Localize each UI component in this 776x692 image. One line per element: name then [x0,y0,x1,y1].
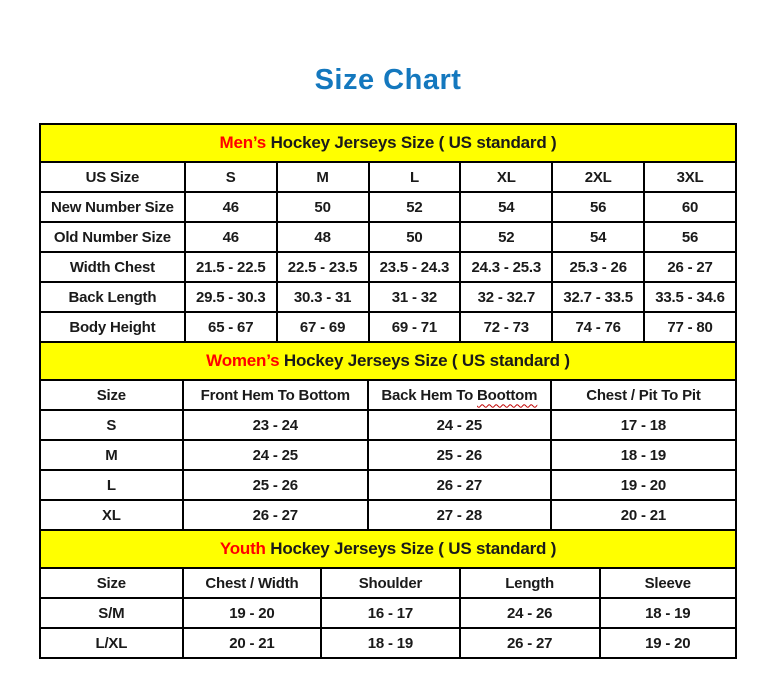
size-value-cell: 48 [277,222,369,252]
size-value-cell: 18 - 19 [321,628,460,658]
size-value-cell: 16 - 17 [321,598,460,628]
size-value-cell: 23 - 24 [183,410,368,440]
womens-col-header: Chest / Pit To Pit [551,380,736,410]
back-hem-prefix: Back Hem To [381,386,478,404]
size-value-cell: 26 - 27 [460,628,600,658]
row-label: New Number Size [40,192,185,222]
womens-band-rest: Hockey Jerseys Size ( US standard ) [279,351,570,370]
womens-table-row [40,410,736,440]
row-label: XL [40,500,183,530]
mens-table-row [40,282,736,312]
mens-col-header: S [185,162,277,192]
youth-band-highlight: Youth [219,539,266,558]
size-value-cell: 69 - 71 [369,312,461,342]
youth-col-header: Sleeve [600,568,736,598]
youth-size-table [39,529,737,659]
youth-header-row [40,568,736,598]
size-value-cell: 20 - 21 [551,500,736,530]
womens-col-header-misspelled [368,380,551,410]
size-value-cell: 65 - 67 [185,312,277,342]
row-label: Old Number Size [40,222,185,252]
size-value-cell: 60 [644,192,736,222]
womens-size-table [39,341,737,531]
size-value-cell: 32.7 - 33.5 [552,282,644,312]
size-value-cell: 19 - 20 [551,470,736,500]
size-value-cell: 26 - 27 [368,470,551,500]
size-value-cell: 30.3 - 31 [277,282,369,312]
size-value-cell: 24 - 25 [183,440,368,470]
size-value-cell: 26 - 27 [644,252,736,282]
size-value-cell: 33.5 - 34.6 [644,282,736,312]
womens-band-highlight: Women’s [206,351,280,370]
size-value-cell: 24.3 - 25.3 [460,252,552,282]
size-value-cell: 27 - 28 [368,500,551,530]
youth-section-band [40,530,736,568]
size-value-cell: 18 - 19 [551,440,736,470]
womens-table-row [40,470,736,500]
misspelled-word-squiggle: Boottom [477,386,538,404]
size-value-cell: 22.5 - 23.5 [277,252,369,282]
youth-col-header: Size [40,568,183,598]
youth-band-title [40,530,736,568]
size-value-cell: 26 - 27 [183,500,368,530]
size-value-cell: 50 [369,222,461,252]
mens-band-highlight: Men’s [219,133,267,152]
row-label: S/M [40,598,183,628]
row-label: Body Height [40,312,185,342]
mens-table-row [40,192,736,222]
youth-col-header: Chest / Width [183,568,322,598]
size-tables-container [39,123,737,659]
size-value-cell: 54 [552,222,644,252]
mens-col-header: M [277,162,369,192]
womens-band-title [40,342,736,380]
size-value-cell: 32 - 32.7 [460,282,552,312]
womens-header-row [40,380,736,410]
mens-table-row [40,252,736,282]
size-value-cell: 52 [460,222,552,252]
size-value-cell: 18 - 19 [600,598,736,628]
size-value-cell: 50 [277,192,369,222]
page-title: Size Chart [314,64,462,96]
size-value-cell: 52 [369,192,461,222]
size-value-cell: 19 - 20 [600,628,736,658]
size-value-cell: 29.5 - 30.3 [185,282,277,312]
mens-col-header: US Size [40,162,185,192]
size-value-cell: 54 [460,192,552,222]
mens-col-header: 2XL [552,162,644,192]
size-value-cell: 56 [552,192,644,222]
youth-col-header: Shoulder [321,568,460,598]
mens-band-title [40,124,736,162]
size-value-cell: 23.5 - 24.3 [369,252,461,282]
youth-col-header: Length [460,568,600,598]
size-value-cell: 21.5 - 22.5 [185,252,277,282]
youth-band-rest: Hockey Jerseys Size ( US standard ) [265,539,557,558]
row-label: L/XL [40,628,183,658]
mens-band-rest: Hockey Jerseys Size ( US standard ) [266,133,557,152]
mens-header-row [40,162,736,192]
row-label: M [40,440,183,470]
size-value-cell: 25.3 - 26 [552,252,644,282]
size-value-cell: 25 - 26 [368,440,551,470]
youth-table-row [40,628,736,658]
size-value-cell: 20 - 21 [183,628,322,658]
womens-table-row [40,440,736,470]
size-value-cell: 46 [185,222,277,252]
size-value-cell: 46 [185,192,277,222]
row-label: L [40,470,183,500]
mens-table-row [40,222,736,252]
size-value-cell: 24 - 25 [368,410,551,440]
size-value-cell: 56 [644,222,736,252]
mens-section-band [40,124,736,162]
size-value-cell: 17 - 18 [551,410,736,440]
womens-table-row [40,500,736,530]
womens-section-band [40,342,736,380]
mens-table-row [40,312,736,342]
mens-col-header: L [369,162,461,192]
mens-col-header: XL [460,162,552,192]
row-label: S [40,410,183,440]
youth-table-row [40,598,736,628]
womens-col-header: Size [40,380,183,410]
size-value-cell: 25 - 26 [183,470,368,500]
womens-col-header: Front Hem To Bottom [183,380,368,410]
size-value-cell: 19 - 20 [183,598,322,628]
row-label: Back Length [40,282,185,312]
size-value-cell: 31 - 32 [369,282,461,312]
row-label: Width Chest [40,252,185,282]
size-value-cell: 67 - 69 [277,312,369,342]
mens-col-header: 3XL [644,162,736,192]
size-value-cell: 74 - 76 [552,312,644,342]
size-value-cell: 72 - 73 [460,312,552,342]
mens-size-table [39,123,737,343]
size-value-cell: 24 - 26 [460,598,600,628]
size-value-cell: 77 - 80 [644,312,736,342]
